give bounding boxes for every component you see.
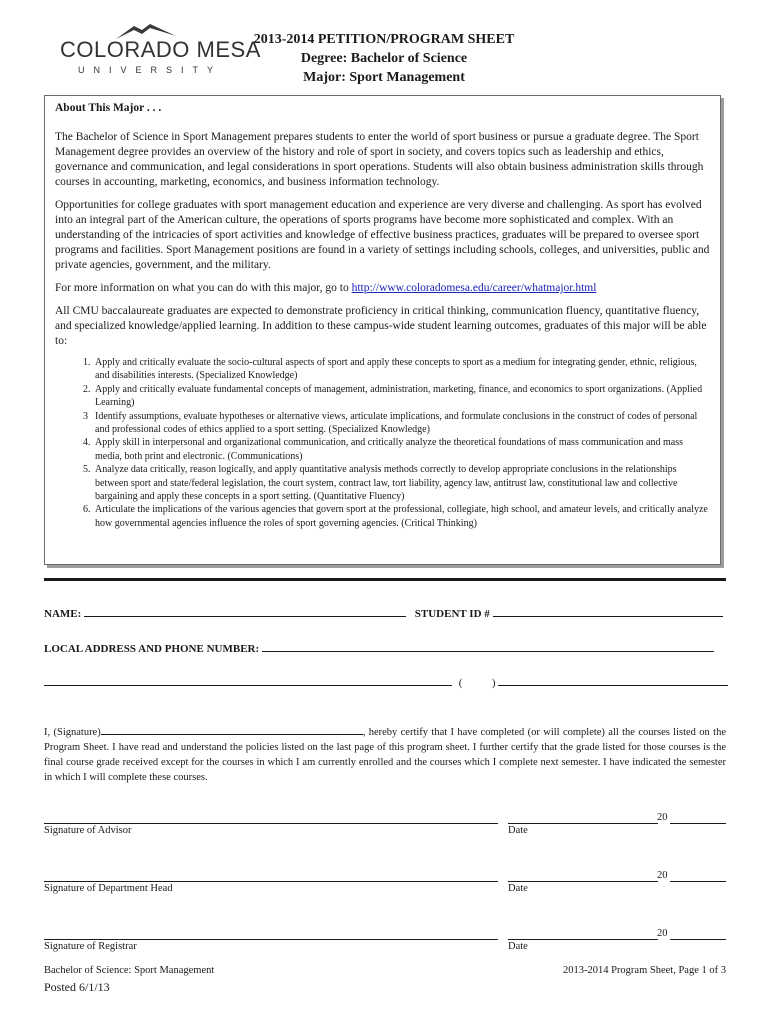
about-paragraph-4: All CMU baccalaureate graduates are expected to demonstrate proficiency in critical thinking, communication fluency, quantitative fluency, and specialized knowledge/applied learning. In addition to these campus-wide student learning outcomes, graduates of this major will be able to:	[55, 305, 707, 347]
outcome-text: Analyze data critically, reason logically, and apply quantitative analysis methods correctly to develop appropriate conclusions in the relationships between sport and state/federal legislation, the court system, contract law, tort liability, agency law, antitrust law, constitutional law and collective bargaining and apply these concepts in a sport setting. (Quantitative Fluency)	[95, 464, 678, 503]
advisor-signature-line[interactable]	[44, 823, 498, 824]
outcome-number: 4.	[83, 437, 91, 449]
registrar-date-line[interactable]	[508, 939, 658, 940]
department-head-year-prefix: 20	[657, 870, 668, 881]
advisor-year-prefix: 20	[657, 812, 668, 823]
list-item	[83, 503, 710, 530]
certification-statement	[44, 724, 726, 785]
outcome-text: Apply and critically evaluate the socio-cultural aspects of sport and apply these concepts to sport as a medium for integrating gender, ethnic, religious, and disabilities interests. (Specialized Knowledge)	[95, 357, 697, 382]
department-head-date-label: Date	[508, 883, 528, 894]
student-id-label: STUDENT ID #	[414, 608, 490, 620]
address-field-line-2[interactable]	[44, 674, 452, 686]
advisor-date-label: Date	[508, 825, 528, 836]
department-head-signature-label: Signature of Department Head	[44, 883, 173, 894]
name-field[interactable]	[84, 605, 406, 617]
list-item	[83, 383, 710, 410]
title-line-1: 2013-2014 PETITION/PROGRAM SHEET	[253, 32, 515, 47]
outcome-text: Apply skill in interpersonal and organizational communication, and critically analyze the theoretical foundations of mass communication and mass media, both print and electronic. (Communications)	[95, 437, 683, 462]
name-row	[44, 605, 723, 620]
phone-row	[44, 674, 728, 689]
outcome-text: Articulate the implications of the various agencies that govern sport at the professional, collegiate, high school, and amateur levels, and critically analyze how governmental agencies influence the roles of sport governing agencies. (Critical Thinking)	[95, 504, 708, 529]
list-item	[83, 356, 710, 383]
cert-signature-field[interactable]	[101, 724, 363, 735]
logo-name: COLORADO MESA	[60, 37, 261, 62]
about-paragraph-2: Opportunities for college graduates with sport management education and experience are very diverse and challenging. As sport has evolved into an integral part of the American culture, the operations of sports programs have become more sophisticated and complex. With an understanding of the intricacies of sport activities and knowledge of effective business practices, graduates will be prepared to oversee sport programs and facilities. Sport Management positions are found in a variety of settings including schools, colleges, and universities, public and private agencies, government, and the military.	[55, 199, 710, 271]
more-info-text: For more information on what you can do with this major, go to	[55, 282, 352, 294]
department-head-year-line[interactable]	[670, 881, 726, 882]
name-label: NAME:	[44, 608, 82, 620]
outcome-number: 1.	[83, 357, 91, 368]
footer-page-number: 2013-2014 Program Sheet, Page 1 of 3	[562, 965, 726, 976]
list-item	[83, 410, 710, 437]
list-item	[83, 463, 710, 503]
advisor-year-line[interactable]	[670, 823, 726, 824]
outcome-text: Apply and critically evaluate fundamental concepts of management, administration, marketing, finance, and economics to sport organizations. (Applied Learning)	[95, 383, 703, 409]
outcome-number: 3	[83, 410, 88, 422]
registrar-signature-line[interactable]	[44, 939, 498, 940]
outcome-number: 5.	[83, 464, 91, 476]
cert-prefix: I, (Signature)	[44, 727, 101, 738]
cert-text: , hereby certify that I have completed (or will complete) all the courses listed on the Program Sheet. I have read and understand the policies listed on the last page of this program sheet. I further certify that the grade listed for those courses is the final course grade received except for the courses in which I am currently enrolled and the courses which I complete next semester. I have indicated the semester in which I will complete these courses.	[44, 727, 726, 783]
registrar-signature-label: Signature of Registrar	[44, 941, 137, 952]
career-link[interactable]: http://www.coloradomesa.edu/career/whatmajor.html	[351, 282, 597, 294]
area-code-field[interactable]	[465, 674, 489, 686]
learning-outcomes-list	[55, 356, 710, 530]
address-field[interactable]	[262, 640, 714, 652]
about-paragraph-3	[55, 281, 710, 296]
phone-field[interactable]	[498, 674, 728, 686]
about-heading: About This Major . . .	[55, 102, 162, 114]
list-item	[83, 436, 710, 463]
about-paragraph-1: The Bachelor of Science in Sport Management prepares students to enter the world of sport business or pursue a graduate degree. The Sport Management degree provides an overview of the history and role of sport in society, and covers topics such as leadership and ethics, governance and communication, and legal considerations in sport operations. Students will also obtain business administration skills through courses in accounting, marketing, economics, and business information technology.	[55, 131, 704, 188]
department-head-date-line[interactable]	[508, 881, 658, 882]
phone-close-paren: )	[491, 677, 496, 689]
logo-subtitle: UNIVERSITY	[78, 65, 223, 75]
address-label: LOCAL ADDRESS AND PHONE NUMBER:	[44, 643, 260, 655]
page-title	[234, 30, 534, 87]
advisor-date-line[interactable]	[508, 823, 658, 824]
outcome-text: Identify assumptions, evaluate hypotheses or alternative views, articulate implications, and formulate conclusions in the construct of codes of personal and professional codes of ethics applied to a sport setting. (Specialized Knowledge)	[95, 410, 698, 436]
university-logo	[60, 22, 261, 75]
registrar-date-label: Date	[508, 941, 528, 952]
title-line-3: Major: Sport Management	[303, 70, 465, 85]
title-line-2: Degree: Bachelor of Science	[300, 51, 468, 66]
section-divider	[44, 578, 726, 581]
registrar-year-prefix: 20	[657, 928, 668, 939]
registrar-year-line[interactable]	[670, 939, 726, 940]
outcome-number: 2.	[83, 383, 91, 395]
phone-open-paren: (	[458, 677, 463, 689]
footer-posted-date: Posted 6/1/13	[44, 980, 110, 994]
department-head-signature-line[interactable]	[44, 881, 498, 882]
student-id-field[interactable]	[493, 605, 723, 617]
about-major-box	[44, 95, 721, 565]
outcome-number: 6.	[83, 504, 91, 516]
address-row	[44, 640, 714, 655]
footer-program: Bachelor of Science: Sport Management	[44, 965, 215, 976]
advisor-signature-label: Signature of Advisor	[44, 825, 132, 836]
